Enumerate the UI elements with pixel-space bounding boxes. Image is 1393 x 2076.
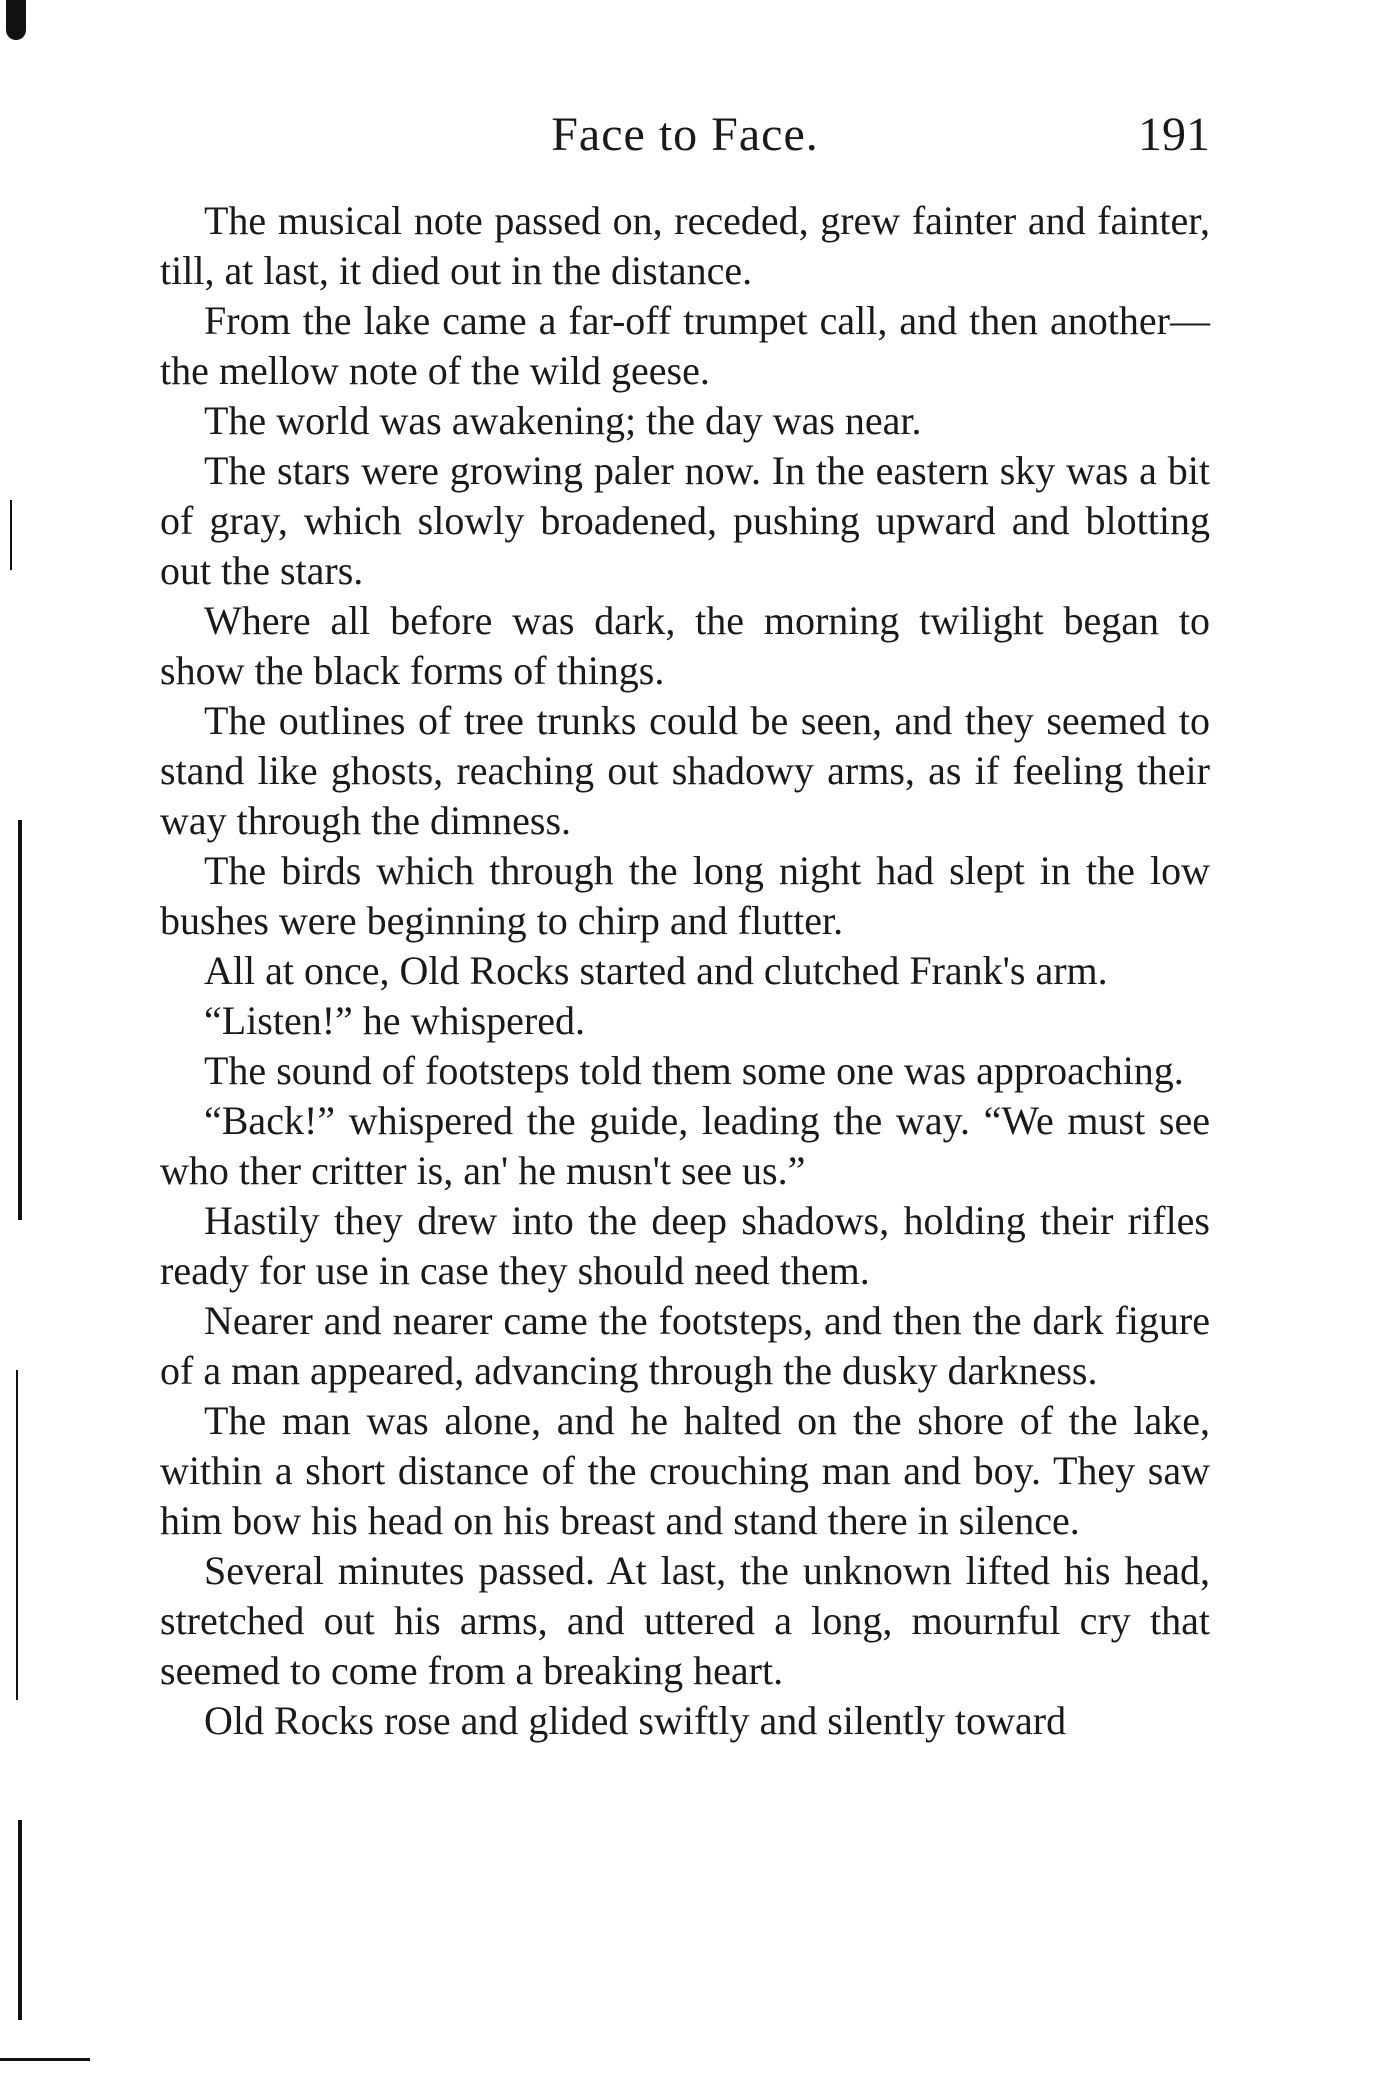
paragraph: “Listen!” he whispered.: [204, 998, 585, 1043]
paragraph: “Back!” whispered the guide, leading the way. “We must see who ther critter is, an' he musn't see us.”: [160, 1098, 1210, 1193]
running-title: Face to Face.: [551, 108, 819, 161]
page-header: [160, 100, 1210, 170]
paragraph: From the lake came a far-off trumpet call, and then another—the mellow note of the wild geese.: [160, 298, 1210, 393]
paragraph: The outlines of tree trunks could be seen, and they seemed to stand like ghosts, reaching out shadowy arms, as if feeling their way through the dimness.: [160, 698, 1210, 843]
scan-line-4: [18, 1820, 22, 2020]
page-number: 191: [1138, 108, 1210, 161]
paragraph: The musical note passed on, receded, grew fainter and fainter, till, at last, it died out in the distance.: [160, 198, 1210, 293]
body-text: [160, 196, 1210, 1746]
scan-line-3: [16, 1370, 18, 1700]
scan-line-2: [18, 820, 22, 1220]
paragraph: Old Rocks rose and glided swiftly and silently toward: [204, 1698, 1067, 1743]
paragraph: The world was awakening; the day was near.: [204, 398, 922, 443]
paragraph: Nearer and nearer came the footsteps, and then the dark figure of a man appeared, advancing through the dusky darkness.: [160, 1298, 1210, 1393]
paragraph: Where all before was dark, the morning twilight began to show the black forms of things.: [160, 598, 1210, 693]
paragraph: The sound of footsteps told them some one was approaching.: [204, 1048, 1184, 1093]
scan-mark-bottom: [0, 2058, 90, 2061]
scan-mark-top: [6, 0, 26, 40]
paragraph: Several minutes passed. At last, the unknown lifted his head, stretched out his arms, and uttered a long, mournful cry that seemed to come from a breaking heart.: [160, 1548, 1210, 1693]
scan-line-1: [10, 500, 12, 570]
paragraph: The man was alone, and he halted on the shore of the lake, within a short distance of the crouching man and boy. They saw him bow his head on his breast and stand there in silence.: [160, 1398, 1210, 1543]
paragraph: The birds which through the long night had slept in the low bushes were beginning to chirp and flutter.: [160, 848, 1210, 943]
paragraph: Hastily they drew into the deep shadows, holding their rifles ready for use in case they should need them.: [160, 1198, 1210, 1293]
paragraph: All at once, Old Rocks started and clutched Frank's arm.: [204, 948, 1108, 993]
paragraph: The stars were growing paler now. In the eastern sky was a bit of gray, which slowly broadened, pushing upward and blotting out the stars.: [160, 448, 1210, 593]
